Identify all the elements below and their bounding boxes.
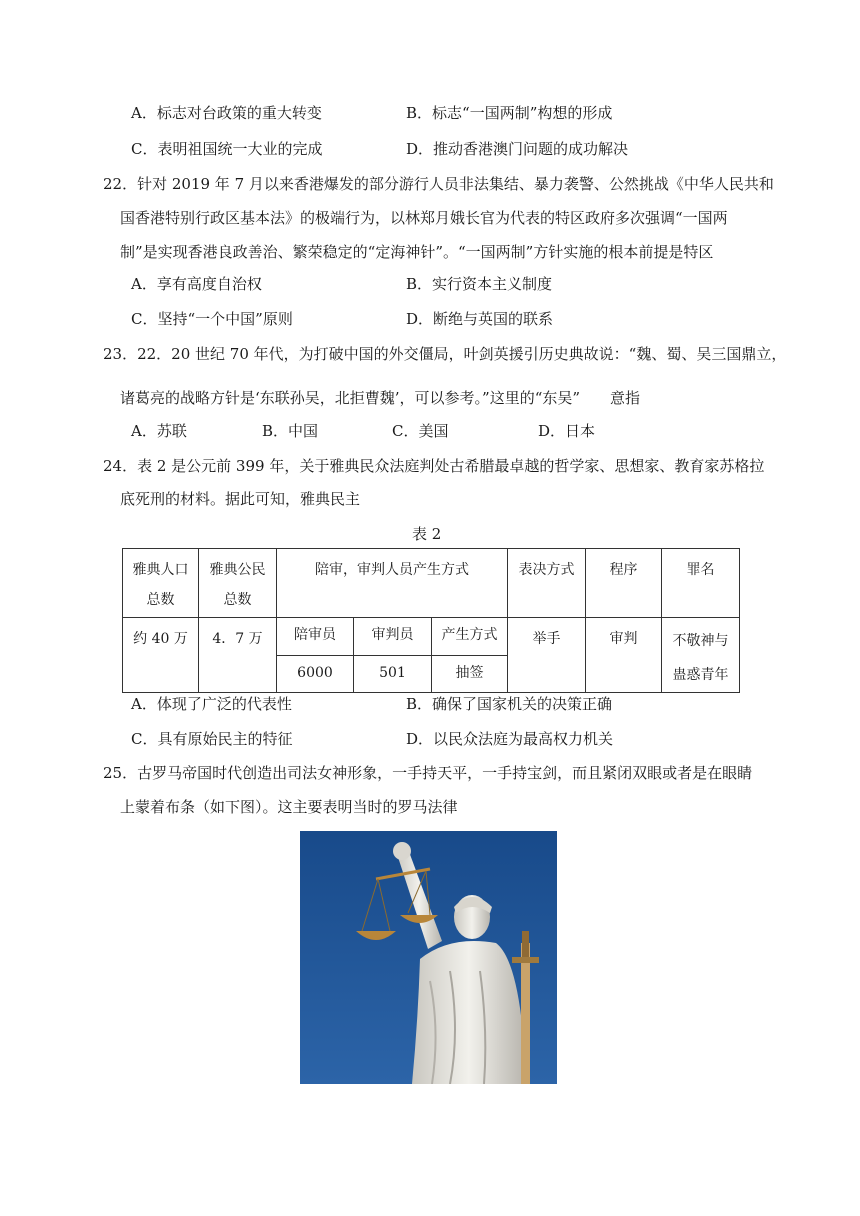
q23-stem-line1: 23．22．20 世纪 70 年代，为打破中国的外交僵局，叶剑英援引历史典故说：“魏、蜀、吴三国鼎立， [103, 345, 787, 363]
q24-option-a: A．体现了广泛的代表性 [131, 695, 292, 713]
q23-option-d: D．日本 [538, 422, 596, 440]
q22-option-d: D．断绝与英国的联系 [406, 310, 554, 328]
q23-stem-line2: 诸葛亮的战略方针是‘东联孙吴，北拒曹魏’，可以参考。”这里的“东吴” 意指 [120, 389, 641, 407]
q22-stem-line2: 国香港特别行政区基本法》的极端行为，以林郑月娥长官为代表的特区政府多次强调“一国两 [120, 209, 728, 227]
table-caption: 表 2 [412, 525, 442, 543]
header-procedure: 程序 [586, 549, 662, 618]
subheader-method: 产生方式 [432, 618, 508, 656]
lady-justice-image [300, 831, 557, 1084]
q21-option-c: C．表明祖国统一大业的完成 [131, 140, 323, 158]
sword-hilt [522, 931, 529, 957]
statue-robe [412, 941, 526, 1084]
q22-stem-line3: 制”是实现香港良政善治、繁荣稳定的“定海神针”。“一国两制”方针实施的根本前提是特区 [120, 243, 714, 261]
cell-vote: 举手 [508, 618, 586, 693]
cell-charge: 不敬神与蛊惑青年 [662, 618, 740, 693]
q22-option-a: A．享有高度自治权 [131, 275, 262, 293]
q21-option-b: B．标志“一国两制”构想的形成 [406, 104, 613, 122]
subheader-judges: 审判员 [354, 618, 432, 656]
cell-method: 抽签 [432, 655, 508, 693]
q24-option-d: D．以民众法庭为最高权力机关 [406, 730, 614, 748]
sword-guard [512, 957, 539, 963]
sword-blade [521, 943, 530, 1084]
q24-stem-line1: 24．表 2 是公元前 399 年，关于雅典民众法庭判处古希腊最卓越的哲学家、思想家、教育家苏格拉 [103, 457, 765, 475]
q22-stem-line1: 22．针对 2019 年 7 月以来香港爆发的部分游行人员非法集结、暴力袭警、公然挑战《中华人民共和 [103, 175, 774, 193]
header-population: 雅典人口总数 [123, 549, 199, 618]
q23-option-b: B．中国 [262, 422, 319, 440]
q22-option-b: B．实行资本主义制度 [406, 275, 553, 293]
header-charge: 罪名 [662, 549, 740, 618]
cell-population: 约 40 万 [123, 618, 199, 693]
q23-option-a: A．苏联 [131, 422, 187, 440]
cell-procedure: 审判 [586, 618, 662, 693]
socrates-trial-table [122, 548, 740, 693]
q21-option-a: A．标志对台政策的重大转变 [131, 104, 322, 122]
cell-judges: 501 [354, 655, 432, 693]
q25-stem-line2: 上蒙着布条（如下图）。这主要表明当时的罗马法律 [120, 798, 458, 816]
subheader-jurors: 陪审员 [277, 618, 354, 656]
q23-option-c: C．美国 [392, 422, 449, 440]
q24-option-b: B．确保了国家机关的决策正确 [406, 695, 613, 713]
header-citizens: 雅典公民总数 [199, 549, 277, 618]
header-vote: 表决方式 [508, 549, 586, 618]
q25-stem-line1: 25．古罗马帝国时代创造出司法女神形象，一手持天平，一手持宝剑，而且紧闭双眼或者是在眼睛 [103, 764, 753, 782]
q24-stem-line2: 底死刑的材料。据此可知，雅典民主 [120, 490, 361, 508]
q22-option-c: C．坚持“一个中国”原则 [131, 310, 293, 328]
q21-option-d: D．推动香港澳门问题的成功解决 [406, 140, 629, 158]
cell-citizens: 4．7 万 [199, 618, 277, 693]
header-jury-method: 陪审，审判人员产生方式 [277, 549, 508, 618]
cell-jurors: 6000 [277, 655, 354, 693]
hand [393, 842, 411, 860]
q24-option-c: C．具有原始民主的特征 [131, 730, 293, 748]
